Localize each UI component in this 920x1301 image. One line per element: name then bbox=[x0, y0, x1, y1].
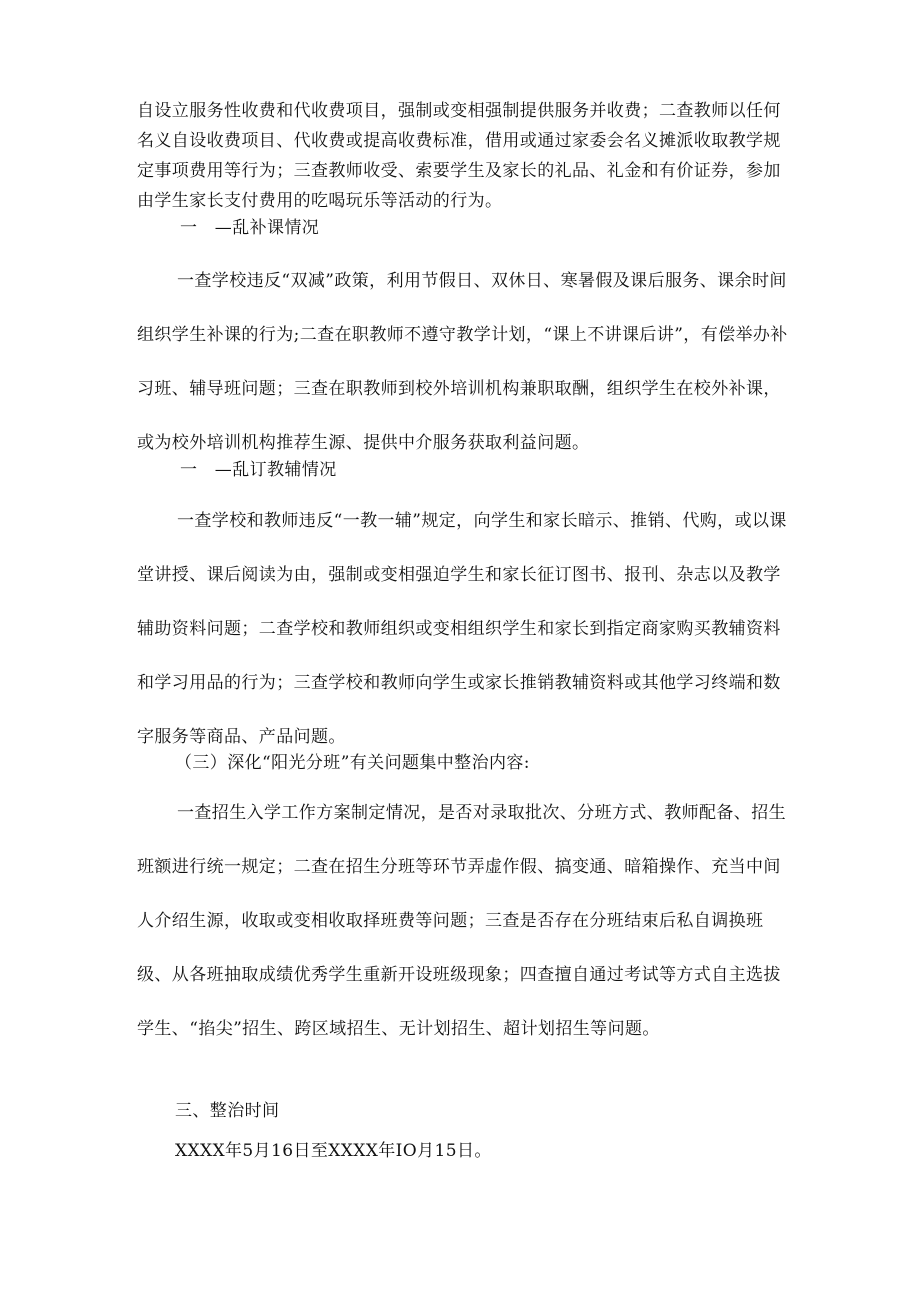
paragraph-intro: 自设立服务性收费和代收费项目，强制或变相强制提供服务并收费；二查教师以任何名义自设收费项目、代收费或提高收费标准，借用或通过家委会名义摊派收取教学规定事项费用等行为；三查教师收受、索要学生及家长的礼品、礼金和有价证券，参加由学生家长支付费用的吃喝玩乐等活动的行为。 bbox=[137, 101, 781, 211]
paragraph-fenban: 一查招生入学工作方案制定情况，是否对录取批次、分班方式、教师配备、招生班额进行统一规定；二查在招生分班等环节弄虚作假、搞变通、暗箱操作、充当中间人介绍生源，收取或变相收取择班费等问题；三查是否存在分班结束后私自调换班级、从各班抽取成绩优秀学生重新开设班级现象；四查擅自通过考试等方式自主选拔学生、“掐尖”招生、跨区域招生、无计划招生、超计划招生等问题。 bbox=[137, 803, 786, 1039]
paragraph-dingfu: 一查学校和教师违反“一教一辅”规定，向学生和家长暗示、推销、代购，或以课堂讲授、课后阅读为由，强制或变相强迫学生和家长征订图书、报刊、杂志以及教学辅助资料问题；二查学校和教师组织或变相组织学生和家长到指定商家购买教辅资料和学习用品的行为；三查学校和教师向学生或家长推销教辅资料或其他学习终端和数字服务等商品、产品问题。 bbox=[137, 511, 787, 747]
paragraph-buke: 一查学校违反“双减”政策，利用节假日、双休日、寒暑假及课后服务、课余时间组织学生补课的行为;二查在职教师不遵守教学计划，“课上不讲课后讲”，有偿举办补习班、辅导班问题；三查在职教师到校外培训机构兼职取酬，组织学生在校外补课，或为校外培训机构推荐生源、提供中介服务获取利益问题。 bbox=[137, 271, 788, 453]
heading-time: 三、整治时间 bbox=[175, 1101, 280, 1121]
heading-buke: 一 —乱补课情况 bbox=[180, 218, 320, 238]
heading-dingfu: 一 —乱订教辅情况 bbox=[180, 460, 337, 480]
heading-section-3: （三）深化“阳光分班”有关问题集中整治内容: bbox=[175, 753, 530, 773]
time-range: XXXX年5月16日至XXXX年IO月15日。 bbox=[175, 1141, 492, 1161]
